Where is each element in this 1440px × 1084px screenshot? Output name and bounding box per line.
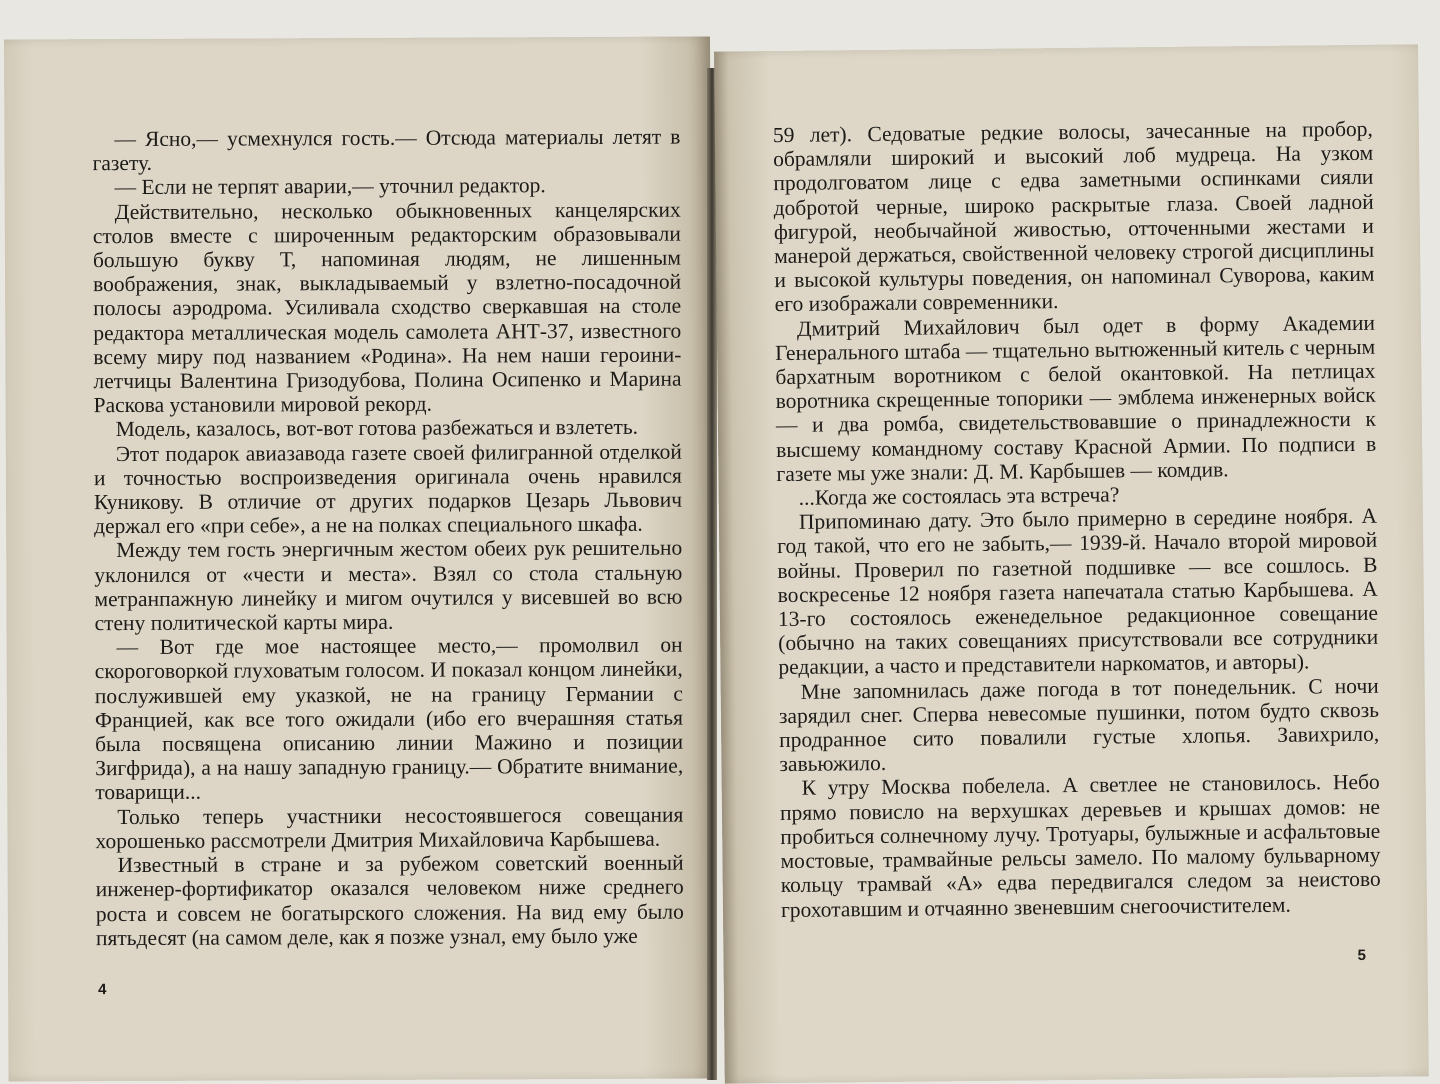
- paragraph: — Вот где мое настоящее место,— промолвил он скороговоркой глуховатым голосом. И показал концом линейки, послужившей ему указкой, не на границу Германии с Францией, как все того ожидали (ибо его вчерашняя статья была посвящена описанию линии Мажино и позиции Зигфрида), а на нашу западную границу.— Обратите внимание, товарищи...: [94, 632, 684, 805]
- right-page: [714, 44, 1429, 1083]
- paragraph: Модель, казалось, вот-вот готова разбежаться и взлететь.: [115, 415, 639, 442]
- paragraph: Между тем гость энергичным жестом обеих рук решительно уклонился от «чести и места». Взял со стола стальную метранпажную линейку и мигом очутился у висевшей во всю стену политической карты мира.: [94, 536, 683, 636]
- paragraph: Только теперь участники несостоявшегося совещания хорошенько рассмотрели Дмитрия Михайловича Карбышева.: [95, 802, 684, 854]
- paragraph: Этот подарок авиазавода газете своей филигранной отделкой и точностью воспроизведения оригинала очень нравился Куникову. В отличие от других подарков Цезарь Львович держал его «при себе», а не на полках специального шкафа.: [93, 439, 683, 539]
- paragraph: Мне запомнилась даже погода в тот понедельник. С ночи зарядил снег. Сперва невесомые пушинки, потом будто сквозь продранное сито повалили густые хлопья. Завихрило, завьюжило.: [778, 673, 1380, 777]
- paragraph: — Ясно,— усмехнулся гость.— Отсюда материалы летят в газету.: [92, 124, 681, 176]
- paragraph: Дмитрий Михайлович был одет в форму Академии Генерального штаба — тщательно вытюженный китель с черным бархатным воротником с белой окантовкой. На петлицах воротника скрещенные топорики — эмблема инженерных войск — и два ромба, свидетельствовавшие о принадлежности к высшему командному составу Красной Армии. По подписи в газете мы уже знали: Д. М. Карбышев — комдив.: [775, 310, 1377, 486]
- right-page-text: [773, 117, 1381, 922]
- paragraph: Известный в стране и за рубежом советский военный инженер-фортификатор оказался человеком ниже среднего роста и совсем не богатырского сложения. На вид ему было пятьдесят (на самом деле, как я позже узнал, ему было уже: [95, 850, 684, 950]
- left-page-text: [92, 125, 684, 950]
- paragraph: — Если не терпят аварии,— уточнил редактор.: [114, 173, 546, 200]
- page-number: 5: [1357, 946, 1366, 964]
- paragraph: 59 лет). Седоватые редкие волосы, зачесанные на пробор, обрамляли широкий и высокий лоб мудреца. На узком продолговатом лице с едва заметными оспинками сияли добротой черные, широко раскрытые глаза. Своей ладной фигурой, необычайной живостью, отточенными жестами и манерой держаться, свойственной человеку строгой дисциплины и высокой культуры поведения, он напоминал Суворова, каким его изображали современники.: [772, 116, 1375, 317]
- paragraph: К утру Москва побелела. А светлее не становилось. Небо прямо повисло на верхушках деревьев и крышах домов: не пробиться солнечному лучу. Тротуары, булыжные и асфальтовые мостовые, трамвайные рельсы замело. По малому бульварному кольцу трамвай «А» едва передвигался следом за неистово грохотавшим и отчаянно звеневшим снегоочистителем.: [779, 770, 1381, 922]
- page-number: 4: [98, 981, 107, 999]
- paragraph: Действительно, несколько обыкновенных канцелярских столов вместе с широченным редакторским образовывали большую букву Т, напоминая людям, не лишенным воображения, знак, выкладываемый у взлетно-посадочной полосы аэродрома. Усиливала сходство сверкавшая на столе редактора металлическая модель самолета АНТ-37, известного всему миру под названием «Родина». На нем наши героини-летчицы Валентина Гризодубова, Полина Осипенко и Марина Раскова установили мировой рекорд.: [92, 197, 682, 418]
- open-book: [0, 38, 1440, 1080]
- paragraph: ...Когда же состоялась эта встреча?: [798, 482, 1120, 510]
- paragraph: Припоминаю дату. Это было примерно в середине ноября. А год такой, что его не забыть,— 1939-й. Начало второй мировой войны. Проверил по газетной подшивке — все сошлось. В воскресенье 12 ноября газета напечатала статью Карбышева. А 13-го состоялось еженедельное редакционное совещание (обычно на таких совещаниях присутствовали все сотрудники редакции, а часто и представители наркоматов, и авторы).: [777, 504, 1379, 680]
- left-page: [4, 36, 715, 1081]
